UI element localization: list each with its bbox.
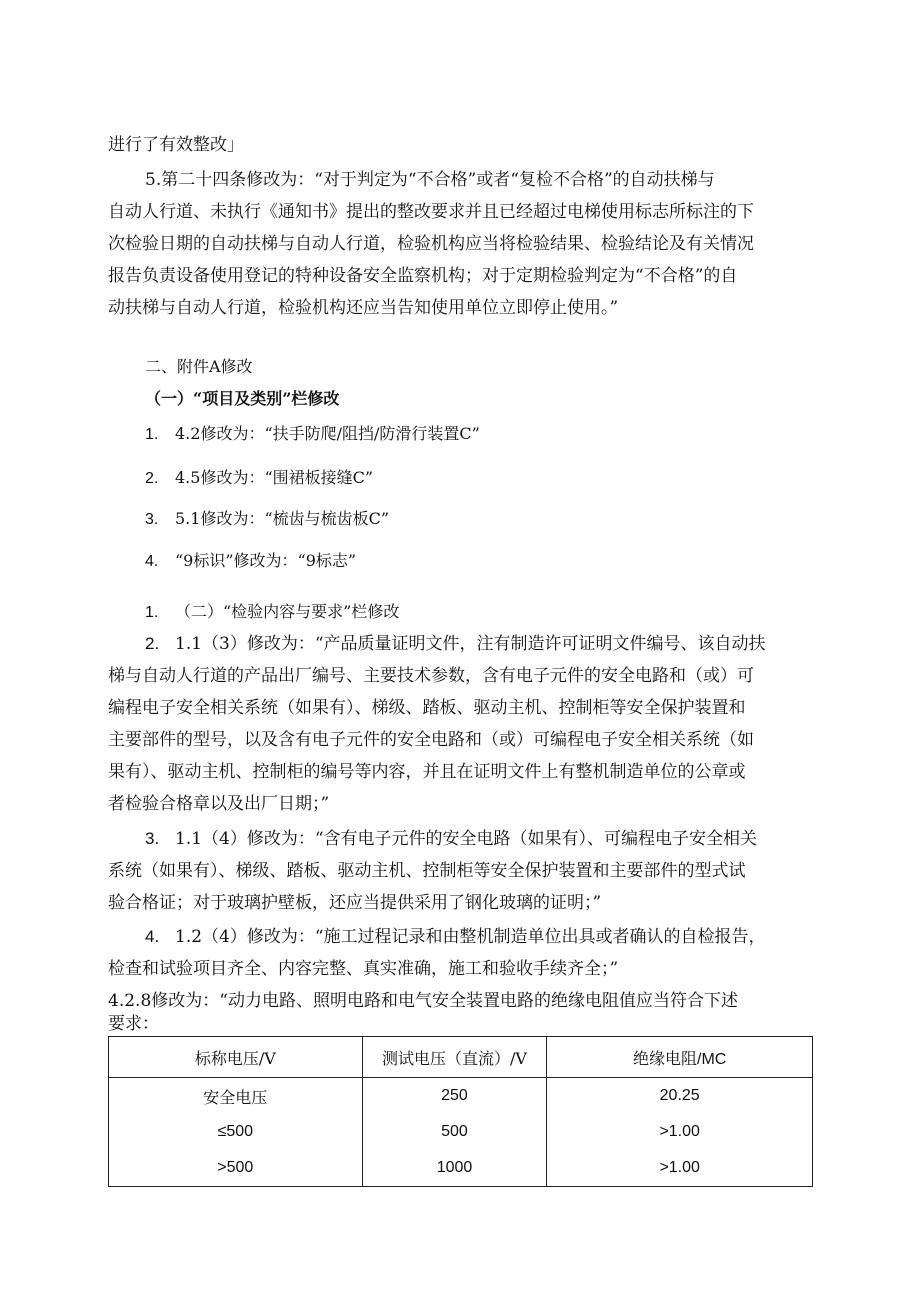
table-cell: >1.00	[547, 1114, 813, 1150]
list-item	[145, 466, 373, 491]
table-row	[109, 1150, 813, 1187]
list-item-text: （二）“检验内容与要求”栏修改	[175, 602, 400, 621]
intro-line-3: 自动人行道、未执行《通知书》提出的整改要求并且已经超过电梯使用标志所标注的下	[108, 202, 754, 222]
table-cell: ≤500	[109, 1114, 363, 1150]
section-3-item-5-line-2: 要求：	[108, 1014, 159, 1034]
table-cell: 1000	[362, 1150, 547, 1187]
list-item-text: 1.2（4）修改为：“施工过程记录和由整机制造单位出具或者确认的自检报告，	[175, 927, 766, 947]
section-3-item-4-line-1	[145, 925, 766, 949]
list-item-number: 2.	[145, 634, 160, 653]
list-item	[145, 422, 480, 447]
list-item-number: 3.	[145, 829, 160, 848]
intro-line-5: 报告负责设备使用登记的特种设备安全监察机构；对于定期检验判定为“不合格”的自	[108, 266, 738, 286]
list-item-number: 4.	[145, 553, 159, 570]
section-3-item-5-line-1: 4.2.8修改为：“动力电路、照明电路和电气安全装置电路的绝缘电阻值应当符合下述	[108, 991, 738, 1011]
table-cell: >1.00	[547, 1150, 813, 1187]
section-3-item-2-line-6: 者检验合格章以及出厂日期；”	[108, 794, 330, 814]
insulation-resistance-table	[108, 1036, 813, 1187]
section-2-subheading: （一）“项目及类别”栏修改	[145, 389, 340, 408]
list-item-text: 4.2修改为：“扶手防爬/阻挡/防滑行装置C”	[175, 424, 480, 443]
header-insulation-resistance: 绝缘电阻/MC	[547, 1037, 813, 1078]
section-3-item-2-line-2: 梯与自动人行道的产品出厂编号、主要技术参数，含有电子元件的安全电路和（或）可	[108, 666, 754, 686]
table-cell: >500	[109, 1150, 363, 1187]
section-3-item-3-line-2: 系统（如果有）、梯级、踏板、驱动主机、控制柜等安全保护装置和主要部件的型式试	[108, 861, 746, 881]
section-3-item-4-line-2: 检查和试验项目齐全、内容完整、真实准确，施工和验收手续齐全；”	[108, 959, 619, 979]
table-row	[109, 1114, 813, 1150]
section-2-heading: 二、附件A修改	[145, 357, 253, 376]
table-row	[109, 1078, 813, 1115]
list-item-number: 4.	[145, 927, 160, 946]
section-3-item-3-line-3: 验合格证；对于玻璃护壁板，还应当提供采用了钢化玻璃的证明；”	[108, 893, 602, 913]
table-cell: 20.25	[547, 1078, 813, 1115]
table-cell: 安全电压	[109, 1078, 363, 1115]
list-item-text: 1.1（4）修改为：“含有电子元件的安全电路（如果有）、可编程电子安全相关	[175, 829, 758, 849]
list-item-text: 5.1修改为：“梳齿与梳齿板C”	[175, 509, 390, 528]
section-3-item-2-line-1	[145, 632, 766, 656]
table-header-row	[109, 1037, 813, 1078]
list-item	[145, 549, 356, 574]
list-item-number: 3.	[145, 511, 159, 528]
list-item	[145, 507, 389, 532]
list-item-text: 4.5修改为：“围裙板接缝C”	[175, 468, 374, 487]
list-item-text: “9标识”修改为：“9标志”	[175, 551, 357, 570]
intro-line-4: 次检验日期的自动扶梯与自动人行道，检验机构应当将检验结果、检验结论及有关情况	[108, 234, 754, 254]
table-cell: 500	[362, 1114, 547, 1150]
section-3-item-2-line-4: 主要部件的型号，以及含有电子元件的安全电路和（或）可编程电子安全相关系统（如	[108, 730, 754, 750]
intro-line-1: 进行了有效整改」	[108, 135, 244, 155]
list-item-text: 1.1（3）修改为：“产品质量证明文件，注有制造许可证明文件编号、该自动扶	[175, 634, 766, 654]
section-3-item-2-line-3: 编程电子安全相关系统（如果有）、梯级、踏板、驱动主机、控制柜等安全保护装置和	[108, 698, 746, 718]
intro-line-2: 5.第二十四条修改为：“对于判定为“不合格”或者“复检不合格”的自动扶梯与	[145, 170, 715, 190]
section-3-item-2-line-5: 果有）、驱动主机、控制柜的编号等内容，并且在证明文件上有整机制造单位的公章或	[108, 762, 746, 782]
list-item-number: 1.	[145, 426, 159, 443]
intro-line-6: 动扶梯与自动人行道，检验机构还应当告知使用单位立即停止使用。”	[108, 298, 619, 318]
header-nominal-voltage: 标称电压/V	[109, 1037, 363, 1078]
section-3-item-1	[145, 600, 399, 625]
header-test-voltage: 测试电压（直流）/V	[362, 1037, 547, 1078]
section-3-item-3-line-1	[145, 827, 757, 851]
table-cell: 250	[362, 1078, 547, 1115]
list-item-number: 1.	[145, 604, 159, 621]
list-item-number: 2.	[145, 470, 159, 487]
